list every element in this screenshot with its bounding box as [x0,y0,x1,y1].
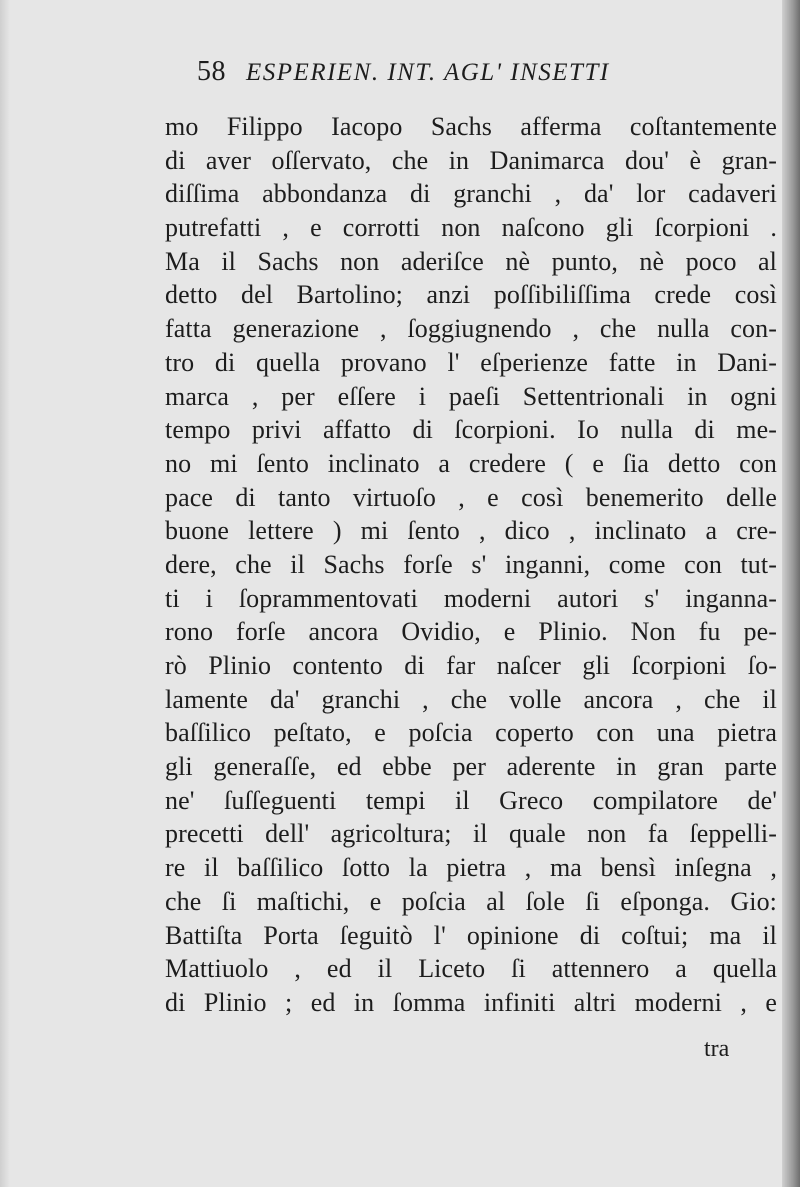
text-line: marca , per eſſere i paeſi Settentrionali in ogni [165,381,777,411]
text-line: Ma il Sachs non aderiſce nè punto, nè poco al [165,246,777,276]
text-line: ne' ſuſſeguenti tempi il Greco compilatore de' [165,785,777,815]
text-line: rò Plinio contento di far naſcer gli ſcorpioni ſo- [165,651,777,680]
text-line: ti i ſoprammentovati moderni autori s' inganna- [165,583,777,613]
page-header [197,56,740,96]
text-line: che ſi maſtichi, e poſcia al ſole ſi eſponga. Gio: [165,886,777,916]
text-line: tro di quella provano l' eſperienze fatte in Dani- [165,347,777,377]
text-line: tempo privi affatto di ſcorpioni. Io nulla di me- [165,415,777,445]
text-line: lamente da' granchi , che volle ancora , che il [165,684,777,714]
text-line: buone lettere ) mi ſento , dico , inclinato a cre- [165,516,777,546]
text-line: putrefatti , e corrotti non naſcono gli ſcorpioni . [165,213,777,243]
text-line: re il baſſilico ſotto la pietra , ma bensì inſegna , [165,853,777,883]
text-line: Mattiuolo , ed il Liceto ſi attennero a quella [165,954,777,984]
text-line: precetti dell' agricoltura; il quale non fa ſeppelli- [165,819,777,849]
text-line: mo Filippo Iacopo Sachs afferma coſtantemente [165,112,777,141]
text-line: di aver oſſervato, che in Danimarca dou' è gran- [165,145,777,175]
paper-edge-left [0,0,10,1187]
text-line: gli generaſſe, ed ebbe per aderente in gran parte [165,752,777,782]
page-number: 58 [197,56,226,87]
text-line: rono forſe ancora Ovidio, e Plinio. Non fu pe- [165,617,777,647]
text-line: diſſima abbondanza di granchi , da' lor cadaveri [165,179,777,209]
body-text [165,110,777,1020]
text-line: no mi ſento inclinato a credere ( e ſia detto con [165,448,777,478]
text-line: Battiſta Porta ſeguitò l' opinione di coſtui; ma il [165,920,777,950]
text-line: baſſilico peſtato, e poſcia coperto con una pietra [165,718,777,748]
catchword: tra [704,1036,730,1062]
text-line: fatta generazione , ſoggiugnendo , che nulla con- [165,314,777,344]
text-line: di Plinio ; ed in ſomma infiniti altri moderni , e [165,987,777,1017]
paper-edge-right [782,0,800,1187]
text-line: pace di tanto virtuoſo , e così benemerito delle [165,482,777,512]
text-line: detto del Bartolino; anzi poſſibiliſſima crede così [165,280,777,310]
running-head: ESPERIEN. INT. AGL' INSETTI [246,59,610,86]
text-line: dere, che il Sachs forſe s' inganni, come con tut- [165,549,777,579]
